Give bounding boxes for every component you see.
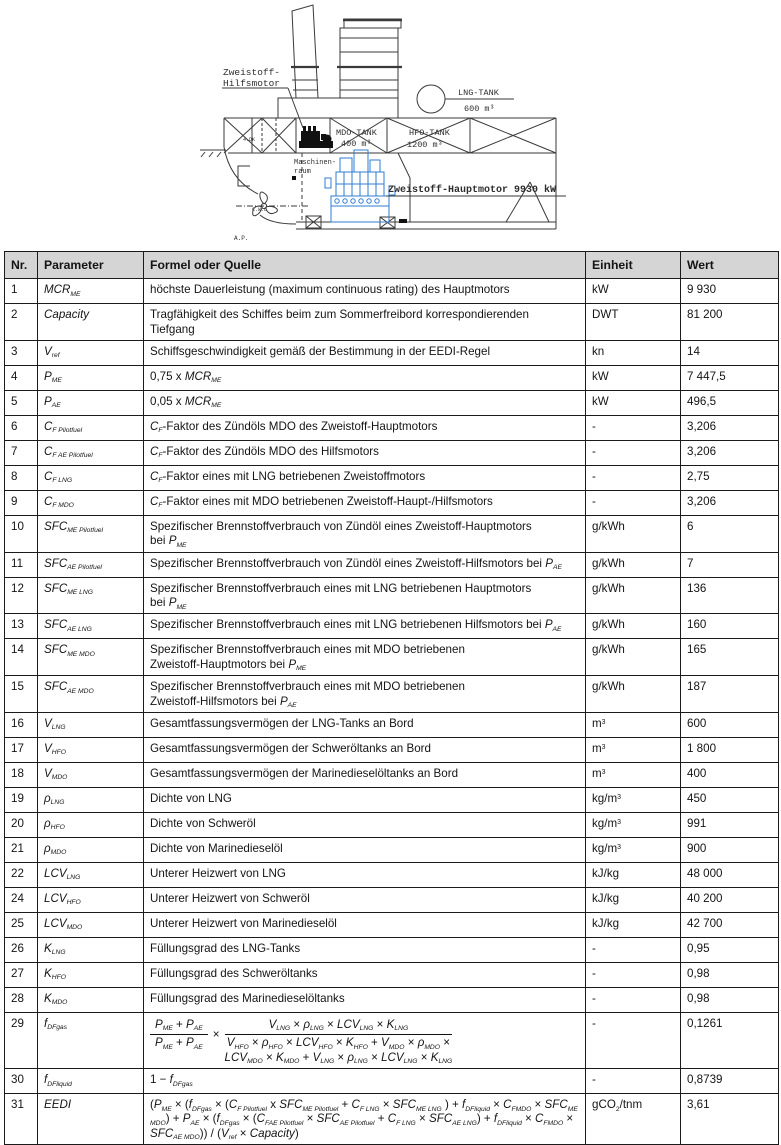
cell-einheit: g/kWh — [586, 676, 681, 713]
cell-formel: Dichte von LNG — [144, 787, 586, 812]
cell-nr: 13 — [5, 614, 38, 639]
table-row — [5, 577, 779, 614]
cell-parameter: $V_{LNG}$ — [38, 712, 144, 737]
cell-parameter: $K_{MDO}$ — [38, 987, 144, 1012]
cell-einheit: kn — [586, 340, 681, 365]
cell-einheit: - — [586, 937, 681, 962]
cell-wert: 14 — [681, 340, 779, 365]
table-row — [5, 614, 779, 639]
cell-nr: 8 — [5, 465, 38, 490]
table-row — [5, 365, 779, 390]
table-row — [5, 390, 779, 415]
cell-parameter: $\rho_{LNG}$ — [38, 787, 144, 812]
table-row — [5, 340, 779, 365]
cell-formel: $C_F$-Faktor eines mit LNG betriebenen Zweistoffmotors — [144, 465, 586, 490]
cell-formel: Füllungsgrad des Schweröltanks — [144, 962, 586, 987]
cell-formel: $C_F$-Faktor des Zündöls MDO des Hilfsmotors — [144, 440, 586, 465]
cell-wert: 400 — [681, 762, 779, 787]
lng-tank-label: LNG-TANK — [458, 88, 499, 98]
multiplication-sign: × — [212, 1027, 220, 1041]
cell-nr: 22 — [5, 862, 38, 887]
cell-parameter: $C_{F LNG}$ — [38, 465, 144, 490]
cell-formel: Unterer Heizwert von Marinedieselöl — [144, 912, 586, 937]
cell-einheit: - — [586, 490, 681, 515]
cell-parameter: $f_{DFgas}$ — [38, 1012, 144, 1068]
cell-einheit: $m^3$ — [586, 737, 681, 762]
table-row — [5, 465, 779, 490]
cell-wert: 0,98 — [681, 987, 779, 1012]
cell-nr: 18 — [5, 762, 38, 787]
cell-formel: Dichte von Marinedieselöl — [144, 837, 586, 862]
aux-engine-label-line2: Hilfsmotor — [223, 78, 281, 89]
cell-wert: 3,61 — [681, 1094, 779, 1145]
cell-nr: 5 — [5, 390, 38, 415]
table-row — [5, 812, 779, 837]
eedi-parameter-table — [4, 251, 779, 1145]
cell-nr: 30 — [5, 1069, 38, 1094]
cell-wert: 136 — [681, 577, 779, 614]
cell-nr: 3 — [5, 340, 38, 365]
cell-formel: $1 - f_{DFgas}$ — [144, 1069, 586, 1094]
cell-einheit: - — [586, 987, 681, 1012]
aux-engine-label-line1: Zweistoff- — [223, 67, 281, 78]
cell-wert: 187 — [681, 676, 779, 713]
cell-parameter: $MCR_{ME}$ — [38, 279, 144, 304]
cell-einheit: kJ/kg — [586, 912, 681, 937]
cell-parameter: $K_{LNG}$ — [38, 937, 144, 962]
mdo-volume-label: 400 m³ — [341, 139, 372, 149]
table-row — [5, 639, 779, 676]
cell-formel: Spezifischer Brennstoffverbrauch von Zündöl eines Zweistoff-Hilfsmotors bei $P_{AE}$ — [144, 552, 586, 577]
cell-einheit: g/kWh — [586, 614, 681, 639]
cell-wert: 42 700 — [681, 912, 779, 937]
table-row — [5, 837, 779, 862]
cell-nr: 19 — [5, 787, 38, 812]
cell-einheit: kW — [586, 279, 681, 304]
cell-parameter: $LCV_{MDO}$ — [38, 912, 144, 937]
table-row — [5, 937, 779, 962]
cell-parameter: $V_{MDO}$ — [38, 762, 144, 787]
cell-nr: 24 — [5, 887, 38, 912]
cell-formel: Schiffsgeschwindigkeit gemäß der Bestimmung in der EEDI-Regel — [144, 340, 586, 365]
table-row — [5, 887, 779, 912]
cell-formel: Gesamtfassungsvermögen der LNG-Tanks an Bord — [144, 712, 586, 737]
cell-wert: 81 200 — [681, 304, 779, 341]
cell-einheit: DWT — [586, 304, 681, 341]
table-row — [5, 987, 779, 1012]
cell-nr: 25 — [5, 912, 38, 937]
cell-formel: Spezifischer Brennstoffverbrauch von Zündöl eines Zweistoff-Hauptmotors bei $P_{ME}$ — [144, 515, 586, 552]
cell-wert: 900 — [681, 837, 779, 862]
table-row — [5, 552, 779, 577]
cell-parameter: $\rho_{HFO}$ — [38, 812, 144, 837]
cell-einheit: $m^3$ — [586, 762, 681, 787]
cell-wert: 2,75 — [681, 465, 779, 490]
cell-nr: 28 — [5, 987, 38, 1012]
cell-parameter: $P_{AE}$ — [38, 390, 144, 415]
waterline-mark-label: C.W.L — [252, 207, 268, 213]
cell-einheit: - — [586, 1012, 681, 1068]
table-row — [5, 304, 779, 341]
cell-einheit: $kg/m^3$ — [586, 812, 681, 837]
cell-einheit: - — [586, 465, 681, 490]
table-row — [5, 1069, 779, 1094]
cell-formel: Spezifischer Brennstoffverbrauch eines mit MDO betriebenen Zweistoff-Hauptmotors bei $P_{ME}$ — [144, 639, 586, 676]
cell-wert: 496,5 — [681, 390, 779, 415]
cell-nr: 17 — [5, 737, 38, 762]
cell-einheit: kW — [586, 365, 681, 390]
table-row — [5, 737, 779, 762]
cell-parameter: Capacity — [38, 304, 144, 341]
cell-parameter: $C_{F Pilotfuel}$ — [38, 415, 144, 440]
cell-nr: 26 — [5, 937, 38, 962]
cell-wert: 165 — [681, 639, 779, 676]
cell-einheit: - — [586, 440, 681, 465]
cell-wert: 40 200 — [681, 887, 779, 912]
table-header-row — [5, 252, 779, 279]
cell-wert: 1 800 — [681, 737, 779, 762]
column-header-nr: Nr. — [5, 252, 38, 279]
cell-parameter: $K_{HFO}$ — [38, 962, 144, 987]
cell-einheit: kJ/kg — [586, 862, 681, 887]
deck-mark-label: 4.DK — [243, 137, 256, 143]
cell-nr: 31 — [5, 1094, 38, 1145]
ship-diagram-svg — [0, 0, 781, 250]
cell-parameter: $\rho_{MDO}$ — [38, 837, 144, 862]
table-row — [5, 862, 779, 887]
cell-wert: 450 — [681, 787, 779, 812]
cell-einheit: g/kWh — [586, 515, 681, 552]
cell-parameter: $SFC_{ME Pilotfuel}$ — [38, 515, 144, 552]
cell-wert: 0,98 — [681, 962, 779, 987]
cell-formel: Füllungsgrad des LNG-Tanks — [144, 937, 586, 962]
cell-einheit: $kg/m^3$ — [586, 837, 681, 862]
cell-parameter: $SFC_{AE Pilotfuel}$ — [38, 552, 144, 577]
cell-einheit: $kg/m^3$ — [586, 787, 681, 812]
cell-nr: 15 — [5, 676, 38, 713]
cell-wert: 160 — [681, 614, 779, 639]
cell-parameter: $SFC_{ME LNG}$ — [38, 577, 144, 614]
main-engine-label: Zweistoff-Hauptmotor 9930 kW — [388, 185, 557, 196]
table-row — [5, 1094, 779, 1145]
cell-parameter: $LCV_{HFO}$ — [38, 887, 144, 912]
cell-wert: 9 930 — [681, 279, 779, 304]
cell-formel: $C_F$-Faktor eines mit MDO betriebenen Zweistoff-Haupt-/Hilfsmotors — [144, 490, 586, 515]
column-header-einheit: Einheit — [586, 252, 681, 279]
cell-nr: 12 — [5, 577, 38, 614]
cell-nr: 4 — [5, 365, 38, 390]
cell-formel: Unterer Heizwert von Schweröl — [144, 887, 586, 912]
hfo-volume-label: 1200 m³ — [407, 140, 443, 150]
funnel — [291, 5, 319, 98]
cell-einheit: g/kWh — [586, 552, 681, 577]
column-header-formel-oder-quelle: Formel oder Quelle — [144, 252, 586, 279]
cell-formel: Spezifischer Brennstoffverbrauch eines mit MDO betriebenen Zweistoff-Hilfsmotors bei $P_{AE}$ — [144, 676, 586, 713]
cell-formel: 0,75 x $MCR_{ME}$ — [144, 365, 586, 390]
cell-einheit: gCO$_2$/tnm — [586, 1094, 681, 1145]
table-row — [5, 279, 779, 304]
cell-nr: 2 — [5, 304, 38, 341]
cell-wert: 0,1261 — [681, 1012, 779, 1068]
table-row — [5, 962, 779, 987]
cell-parameter: $SFC_{ME MDO}$ — [38, 639, 144, 676]
cell-formel: Spezifischer Brennstoffverbrauch eines mit LNG betriebenen Hauptmotors bei $P_{ME}$ — [144, 577, 586, 614]
cell-parameter: $SFC_{AE MDO}$ — [38, 676, 144, 713]
cell-einheit: - — [586, 1069, 681, 1094]
mdo-tank-label: MDO-TANK — [336, 128, 377, 138]
cell-formel: Dichte von Schweröl — [144, 812, 586, 837]
cell-formel: Unterer Heizwert von LNG — [144, 862, 586, 887]
engine-room-label-line2: raum — [294, 168, 311, 176]
cell-einheit: g/kWh — [586, 639, 681, 676]
cell-wert: 991 — [681, 812, 779, 837]
cell-einheit: kJ/kg — [586, 887, 681, 912]
aft-perpendicular-label: A.P. — [234, 235, 249, 242]
hfo-tank-label: HFO-TANK — [409, 128, 450, 138]
cell-einheit: $m^3$ — [586, 712, 681, 737]
cell-parameter: $C_{F MDO}$ — [38, 490, 144, 515]
cell-wert: 48 000 — [681, 862, 779, 887]
superstructure — [278, 19, 402, 118]
cell-einheit: kW — [586, 390, 681, 415]
table-row — [5, 912, 779, 937]
cell-wert: 7 — [681, 552, 779, 577]
cell-wert: 7 447,5 — [681, 365, 779, 390]
cell-nr: 11 — [5, 552, 38, 577]
cell-parameter: $C_{F AE Pilotfuel}$ — [38, 440, 144, 465]
column-header-wert: Wert — [681, 252, 779, 279]
cell-nr: 29 — [5, 1012, 38, 1068]
cell-wert: 3,206 — [681, 440, 779, 465]
table-row — [5, 787, 779, 812]
cell-nr: 21 — [5, 837, 38, 862]
cell-formel: Gesamtfassungsvermögen der Schweröltanks an Bord — [144, 737, 586, 762]
cell-nr: 1 — [5, 279, 38, 304]
fraction: $V_{LNG} \times \rho_{LNG} \times LCV_{LNG} \times K_{LNG}$ $V_{HFO} \times \rho_{HFO} \times LCV_{HFO} \times K_{HFO} + V_{MDO} \times \rho_{MDO}$ × $LCV_{MDO} \times K_{MDO} + V_{LNG} \times \rho_{LNG} \times LCV_{LNG} \times K_{LNG}$ — [224, 1017, 453, 1066]
table-row — [5, 490, 779, 515]
cell-parameter: $P_{ME}$ — [38, 365, 144, 390]
cell-nr: 16 — [5, 712, 38, 737]
cell-parameter: $f_{DFliquid}$ — [38, 1069, 144, 1094]
cell-nr: 6 — [5, 415, 38, 440]
table-row — [5, 440, 779, 465]
table-row — [5, 712, 779, 737]
cell-nr: 20 — [5, 812, 38, 837]
cell-wert: 3,206 — [681, 490, 779, 515]
cell-wert: 0,95 — [681, 937, 779, 962]
cell-nr: 14 — [5, 639, 38, 676]
cell-formel — [144, 1012, 586, 1068]
cell-formel: Gesamtfassungsvermögen der Marinedieselöltanks an Bord — [144, 762, 586, 787]
cell-parameter: $LCV_{LNG}$ — [38, 862, 144, 887]
cell-formel: Füllungsgrad des Marinedieselöltanks — [144, 987, 586, 1012]
cell-wert: 6 — [681, 515, 779, 552]
table-row — [5, 515, 779, 552]
cell-formel: ($P_{ME} \times (f_{DFgas} \times (C_{F Pilotfuel}$ x $SFC_{ME Pilotfuel} + C_{F LNG} \times SFC_{ME LNG}$ ) + $f_{DFliquid} \times C_{FMDO} \times SFC_{ME MDO}) + P_{AE} \times (f_{DFgas} \times (C_{FAE Pilotfuel} \times SFC_{AE Pilotfuel} + C_{F LNG} \times SFC_{AE LNG}) + f_{DFliquid} \times C_{FMDO} \times SFC_{AE MDO})) / (V_{ref}$ × Capacity) — [144, 1094, 586, 1145]
cell-nr: 9 — [5, 490, 38, 515]
table-row — [5, 1012, 779, 1068]
fraction: $\frac{P_{ME} + P_{AE}}{P_{ME} + P_{AE}}$ — [150, 1018, 208, 1051]
table-row — [5, 762, 779, 787]
cell-wert: 0,8739 — [681, 1069, 779, 1094]
figure-ship-diagram — [0, 0, 781, 250]
cell-nr: 10 — [5, 515, 38, 552]
cell-einheit: g/kWh — [586, 577, 681, 614]
cell-parameter: $SFC_{AE LNG}$ — [38, 614, 144, 639]
table-header — [5, 252, 779, 279]
cell-parameter: EEDI — [38, 1094, 144, 1145]
cell-wert: 600 — [681, 712, 779, 737]
cell-formel: $C_F$-Faktor des Zündöls MDO des Zweistoff-Hauptmotors — [144, 415, 586, 440]
lng-volume-label: 600 m³ — [464, 104, 495, 114]
formula-fraction — [150, 1017, 579, 1065]
cell-formel: Tragfähigkeit des Schiffes beim zum Sommerfreibord korrespondierenden Tiefgang — [144, 304, 586, 341]
cell-parameter: $V_{ref}$ — [38, 340, 144, 365]
column-header-parameter: Parameter — [38, 252, 144, 279]
cell-nr: 27 — [5, 962, 38, 987]
cell-formel: Spezifischer Brennstoffverbrauch eines mit LNG betriebenen Hilfsmotors bei $P_{AE}$ — [144, 614, 586, 639]
cell-einheit: - — [586, 962, 681, 987]
cell-einheit: - — [586, 415, 681, 440]
table-body — [5, 279, 779, 1145]
table-row — [5, 676, 779, 713]
engine-room-label-line1: Maschinen- — [294, 159, 337, 167]
cell-formel: höchste Dauerleistung (maximum continuous rating) des Hauptmotors — [144, 279, 586, 304]
aux-engine-drawing — [299, 126, 333, 148]
cell-formel: 0,05 x $MCR_{ME}$ — [144, 390, 586, 415]
table-row — [5, 415, 779, 440]
cell-wert: 3,206 — [681, 415, 779, 440]
cell-parameter: $V_{HFO}$ — [38, 737, 144, 762]
cell-nr: 7 — [5, 440, 38, 465]
